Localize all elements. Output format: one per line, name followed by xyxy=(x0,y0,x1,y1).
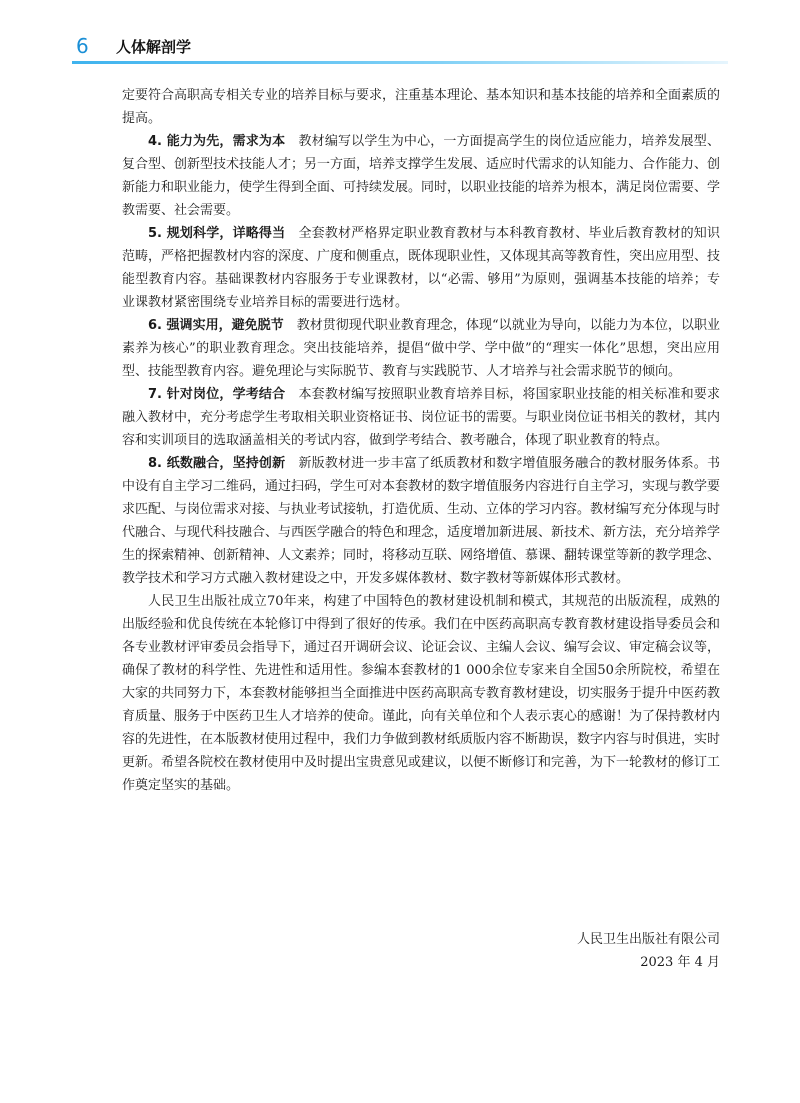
paragraph-heading: 5. 规划科学，详略得当 xyxy=(148,226,286,241)
body-text xyxy=(122,84,720,797)
paragraph-text: 教材编写以学生为中心，一方面提高学生的岗位适应能力，培养发展型、复合型、创新型技术技能人才；另一方面，培养支撑学生发展、适应时代需求的认知能力、合作能力、创新能力和职业能力，使学生得到全面、可持续发展。同时，以职业技能的培养为根本，满足岗位需要、学教需要、社会需要。 xyxy=(122,134,721,218)
paragraph-continuation xyxy=(122,84,720,130)
paragraph-heading: 7. 针对岗位，学考结合 xyxy=(148,387,286,402)
paragraph-closing xyxy=(122,590,720,797)
paragraph-text: 全套教材严格界定职业教育教材与本科教育教材、毕业后教育教材的知识范畴，严格把握教材内容的深度、广度和侧重点，既体现职业性，又体现其高等教育性，突出应用型、技能型教育内容。基础课教材内容服务于专业课教材，以“必需、够用”为原则，强调基本技能的培养；专业课教材紧密围绕专业培养目标的需要进行选材。 xyxy=(122,226,721,310)
paragraph-text: 人民卫生出版社成立70年来，构建了中国特色的教材建设机制和模式，其规范的出版流程，成熟的出版经验和优良传统在本轮修订中得到了很好的传承。我们在中医药高职高专教育教材建设指导委员会和各专业教材评审委员会指导下，通过召开调研会议、论证会议、主编人会议、编写会议、审定稿会议等，确保了教材的科学性、先进性和适用性。参编本套教材的1 000余位专家来自全国50余所院校，希望在大家的共同努力下，本套教材能够担当全面推进中医药高职高专教育教材建设，切实服务于提升中医药教育质量、服务于中医药卫生人才培养的使命。谨此，向有关单位和个人表示衷心的感谢！为了保持教材内容的先进性，在本版教材使用过程中，我们力争做到教材纸质版内容不断勘误，数字内容与时俱进，实时更新。希望各院校在教材使用中及时提出宝贵意见或建议，以便不断修订和完善，为下一轮教材的修订工作奠定坚实的基础。 xyxy=(122,594,721,793)
header-rule xyxy=(72,61,728,64)
page-number: 6 xyxy=(76,34,89,58)
publisher-name: 人民卫生出版社有限公司 xyxy=(576,932,720,947)
paragraph-item-5 xyxy=(122,222,720,314)
paragraph-text: 新版教材进一步丰富了纸质教材和数字增值服务融合的教材服务体系。书中设有自主学习二维码，通过扫码，学生可对本套教材的数字增值服务内容进行自主学习，实现与教学要求匹配、与岗位需求对接、与执业考试接轨，打造优质、生动、立体的学习内容。教材编写充分体现与时代融合、与现代科技融合、与西医学融合的特色和理念，适度增加新进展、新技术、新方法，充分培养学生的探索精神、创新精神、人文素养；同时，将移动互联、网络增值、慕课、翻转课堂等新的教学理念、教学技术和学习方式融入教材建设之中，开发多媒体教材、数字教材等新媒体形式教材。 xyxy=(122,456,721,586)
paragraph-item-6 xyxy=(122,314,720,383)
publish-date: 2023 年 4 月 xyxy=(640,955,720,970)
page-header xyxy=(72,34,732,64)
paragraph-item-7 xyxy=(122,383,720,452)
paragraph-item-8 xyxy=(122,452,720,590)
paragraph-heading: 6. 强调实用，避免脱节 xyxy=(148,318,284,333)
paragraph-heading: 8. 纸数融合，坚持创新 xyxy=(148,456,286,471)
signature-block xyxy=(577,928,720,974)
book-title: 人体解剖学 xyxy=(116,38,192,56)
paragraph-heading: 4. 能力为先，需求为本 xyxy=(148,134,286,149)
paragraph-text: 教材贯彻现代职业教育理念，体现“以就业为导向，以能力为本位，以职业素养为核心”的职业教育理念。突出技能培养，提倡“做中学、学中做”的“理实一体化”思想，突出应用型、技能型教育内容。避免理论与实际脱节、教育与实践脱节、人才培养与社会需求脱节的倾向。 xyxy=(122,318,720,379)
paragraph-text: 定要符合高职高专相关专业的培养目标与要求，注重基本理论、基本知识和基本技能的培养和全面素质的提高。 xyxy=(122,88,721,126)
paragraph-item-4 xyxy=(122,130,720,222)
paragraph-text: 本套教材编写按照职业教育培养目标，将国家职业技能的相关标准和要求融入教材中，充分考虑学生考取相关职业资格证书、岗位证书的需要。与职业岗位证书相关的教材，其内容和实训项目的选取涵盖相关的考试内容，做到学考结合、教考融合，体现了职业教育的特点。 xyxy=(122,387,721,448)
